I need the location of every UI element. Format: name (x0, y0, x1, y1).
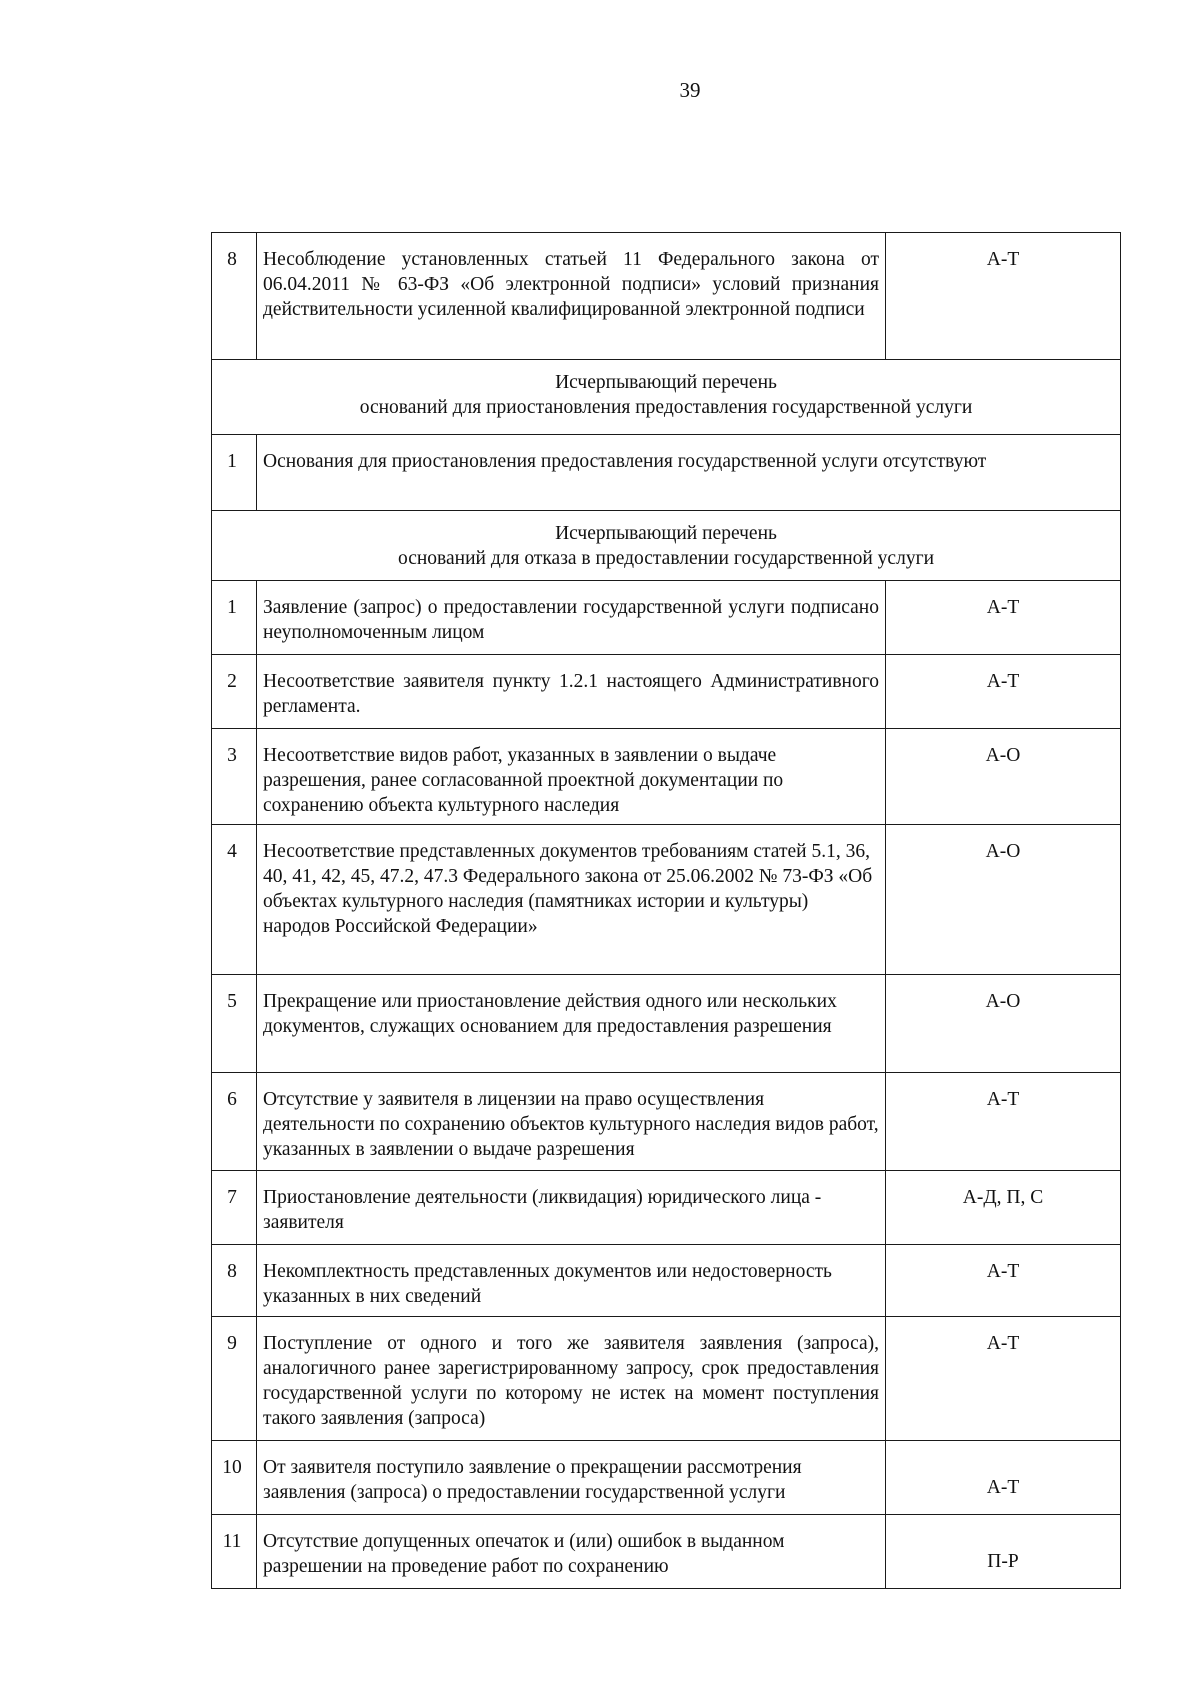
row-number: 1 (212, 435, 257, 511)
section-heading-line2: оснований для отказа в предоставлении государственной услуги (397, 548, 935, 569)
table-row (212, 233, 1121, 360)
row-text: Прекращение или приостановление действия одного или нескольких документов, служащих основанием для предоставления разрешения (257, 975, 886, 1073)
row-code: А-Т (886, 581, 1121, 655)
table-row (212, 435, 1121, 511)
row-text: Несоответствие видов работ, указанных в заявлении о выдаче разрешения, ранее согласованной проектной документации по сохранению объекта культурного наследия (257, 729, 886, 825)
row-number: 7 (212, 1171, 257, 1245)
table-row (212, 1245, 1121, 1317)
table-row (212, 975, 1121, 1073)
row-text: Несоблюдение установленных статьей 11 Федерального закона от 06.04.2011 № 63-ФЗ «Об электронной подписи» условий признания действительности усиленной квалифицированной электронной подписи (257, 233, 886, 360)
table-row (212, 581, 1121, 655)
section-heading-line1: Исчерпывающий перечень (555, 372, 777, 393)
section-heading (212, 360, 1121, 435)
section-header-suspension (212, 360, 1121, 435)
row-text: Несоответствие заявителя пункту 1.2.1 настоящего Административного регламента. (257, 655, 886, 729)
row-text: Поступление от одного и того же заявителя заявления (запроса), аналогичного ранее зарегистрированному запросу, срок предоставления государственной услуги по которому не истек на момент поступления такого заявления (запроса) (257, 1317, 886, 1441)
section-heading (212, 511, 1121, 581)
row-code: А-О (886, 825, 1121, 975)
row-code: А-Д, П, С (886, 1171, 1121, 1245)
row-code: А-Т (886, 655, 1121, 729)
row-code: А-Т (886, 1073, 1121, 1171)
row-text: Заявление (запрос) о предоставлении государственной услуги подписано неуполномоченным лицом (257, 581, 886, 655)
row-text: Приостановление деятельности (ликвидация) юридического лица - заявителя (257, 1171, 886, 1245)
row-code: А-О (886, 729, 1121, 825)
row-text: Отсутствие у заявителя в лицензии на право осуществления деятельности по сохранению объектов культурного наследия видов работ, указанных в заявлении о выдаче разрешения (257, 1073, 886, 1171)
table-row (212, 729, 1121, 825)
row-number: 6 (212, 1073, 257, 1171)
section-heading-line1: Исчерпывающий перечень (555, 523, 777, 544)
row-code: П-Р (886, 1515, 1121, 1589)
row-number: 10 (212, 1441, 257, 1515)
row-number: 8 (212, 1245, 257, 1317)
row-text: Некомплектность представленных документов или недостоверность указанных в них сведений (257, 1245, 886, 1317)
row-code: А-О (886, 975, 1121, 1073)
row-number: 8 (212, 233, 257, 360)
row-text: Несоответствие представленных документов требованиям статей 5.1, 36, 40, 41, 42, 45, 47.2, 47.3 Федерального закона от 25.06.2002 № 73-ФЗ «Об объектах культурного наследия (памятниках истории и культуры) народов Российской Федерации» (257, 825, 886, 975)
row-number: 3 (212, 729, 257, 825)
grounds-table (211, 232, 1121, 1589)
section-header-refusal (212, 511, 1121, 581)
row-text: Отсутствие допущенных опечаток и (или) ошибок в выданном разрешении на проведение работ по сохранению (257, 1515, 886, 1589)
table-row (212, 1073, 1121, 1171)
row-code: А-Т (886, 1441, 1121, 1515)
row-number: 5 (212, 975, 257, 1073)
row-text: От заявителя поступило заявление о прекращении рассмотрения заявления (запроса) о предоставлении государственной услуги (257, 1441, 886, 1515)
table-row (212, 1441, 1121, 1515)
row-number: 4 (212, 825, 257, 975)
table-row (212, 1515, 1121, 1589)
section-heading-line2: оснований для приостановления предоставления государственной услуги (359, 397, 973, 418)
row-number: 11 (212, 1515, 257, 1589)
row-number: 2 (212, 655, 257, 729)
table-row (212, 1317, 1121, 1441)
row-code: А-Т (886, 233, 1121, 360)
row-code: А-Т (886, 1317, 1121, 1441)
page-number: 39 (679, 78, 701, 102)
row-number: 1 (212, 581, 257, 655)
table-row (212, 1171, 1121, 1245)
table-row (212, 825, 1121, 975)
table-row (212, 655, 1121, 729)
row-code: А-Т (886, 1245, 1121, 1317)
row-number: 9 (212, 1317, 257, 1441)
row-text: Основания для приостановления предоставления государственной услуги отсутствуют (257, 435, 1121, 511)
